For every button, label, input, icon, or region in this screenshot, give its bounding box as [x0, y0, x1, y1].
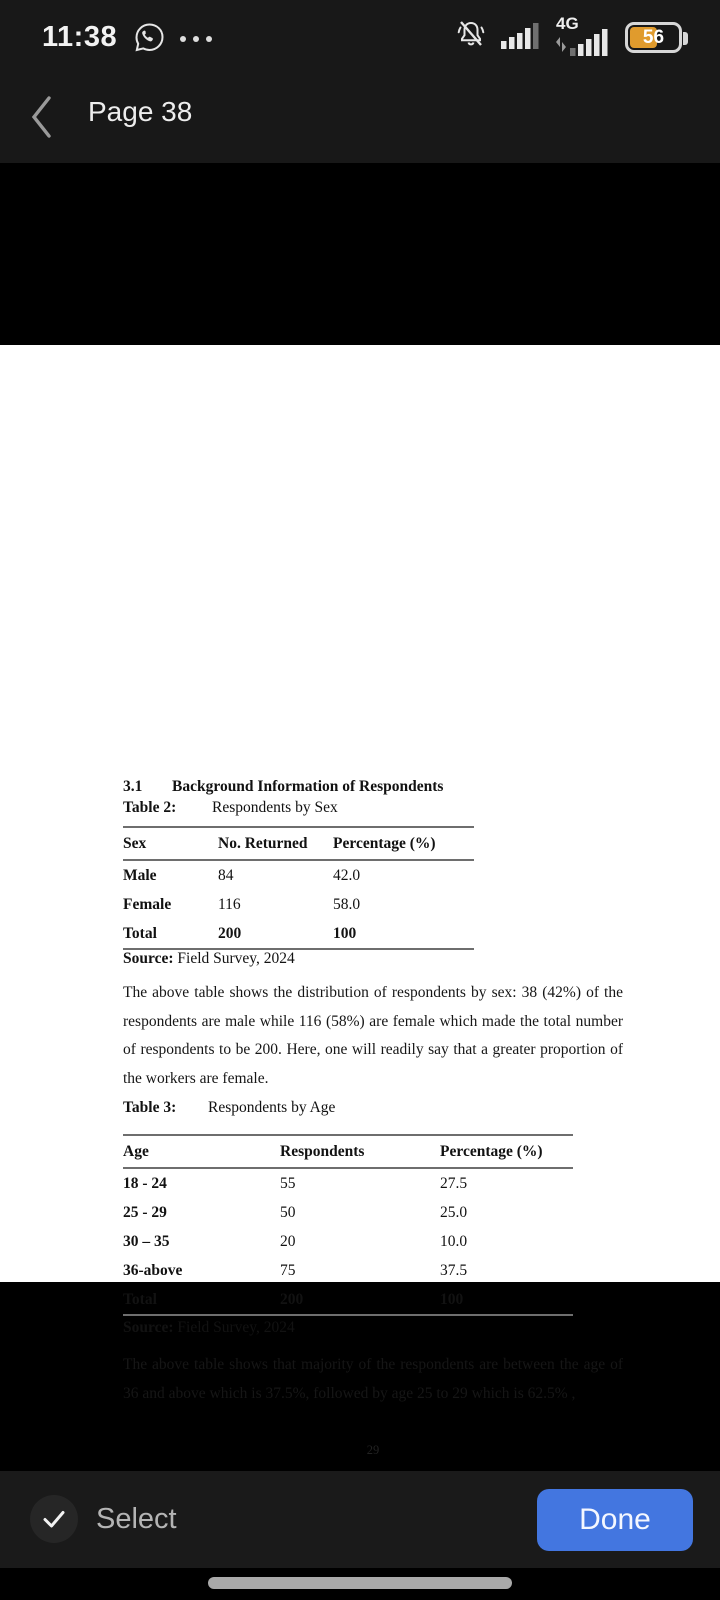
section-number: 3.1 — [123, 778, 143, 795]
table-header-row: Sex No. Returned Percentage (%) — [123, 827, 474, 860]
select-button[interactable] — [30, 1495, 177, 1543]
battery-icon — [625, 22, 682, 53]
back-button[interactable] — [24, 90, 60, 146]
notification-muted-icon — [454, 18, 488, 57]
network-4g-icon: 4G — [554, 16, 612, 58]
table-row: 36-above 75 37.5 — [123, 1261, 468, 1279]
table3-source: Source: Field Survey, 2024 — [123, 1319, 295, 1336]
page-number: 29 — [366, 1443, 380, 1457]
signal-strength-icon — [501, 21, 541, 54]
table-respondents-by-sex — [123, 826, 474, 950]
gesture-nav-area — [0, 1568, 720, 1600]
table2-caption: Table 2: Respondents by Sex — [123, 799, 338, 816]
section-title: Background Information of Respondents — [172, 778, 444, 795]
status-bar — [0, 14, 720, 60]
table-respondents-by-age — [123, 1134, 573, 1316]
table3-caption: Table 3: Respondents by Age — [123, 1099, 336, 1116]
done-button[interactable]: Done — [537, 1489, 693, 1551]
table-row: 25 - 29 50 25.0 — [123, 1203, 468, 1221]
top-chrome — [0, 0, 720, 163]
section-heading — [123, 776, 443, 798]
select-label: Select — [96, 1502, 177, 1535]
table-total-row: Total 200 100 — [123, 1290, 464, 1308]
bottom-action-bar — [0, 1471, 720, 1568]
paragraph: The above table shows that majority of the respondents are between the age of 36 and above which is 37.5%, followed by age 25 to 29 which is 62.5% , — [123, 1356, 623, 1402]
table-row: Male 84 42.0 — [123, 866, 361, 884]
table-row: 18 - 24 55 27.5 — [123, 1174, 468, 1192]
page-title: Page 38 — [88, 96, 193, 127]
clock: 11:38 — [42, 20, 118, 53]
check-icon — [30, 1495, 78, 1543]
table2-source: Source: Field Survey, 2024 — [123, 950, 295, 967]
table-total-row: Total 200 100 — [123, 924, 357, 942]
table-header-row: Age Respondents Percentage (%) — [123, 1135, 573, 1168]
battery-percent: 56 — [642, 26, 665, 48]
home-indicator[interactable] — [208, 1577, 512, 1589]
app-header — [0, 84, 720, 154]
document-page-preview[interactable] — [0, 345, 720, 1457]
table-row: 30 – 35 20 10.0 — [123, 1232, 468, 1250]
paragraph: The above table shows the distribution of respondents by sex: 38 (42%) of the respondents are male while 116 (58%) are female which made the total number of respondents to be 200. Here, one will readily say that a greater proportion of the workers are female. — [123, 984, 623, 1087]
whatsapp-icon — [133, 21, 166, 54]
more-options-icon — [180, 36, 212, 42]
table-row: Female 116 58.0 — [123, 895, 361, 913]
